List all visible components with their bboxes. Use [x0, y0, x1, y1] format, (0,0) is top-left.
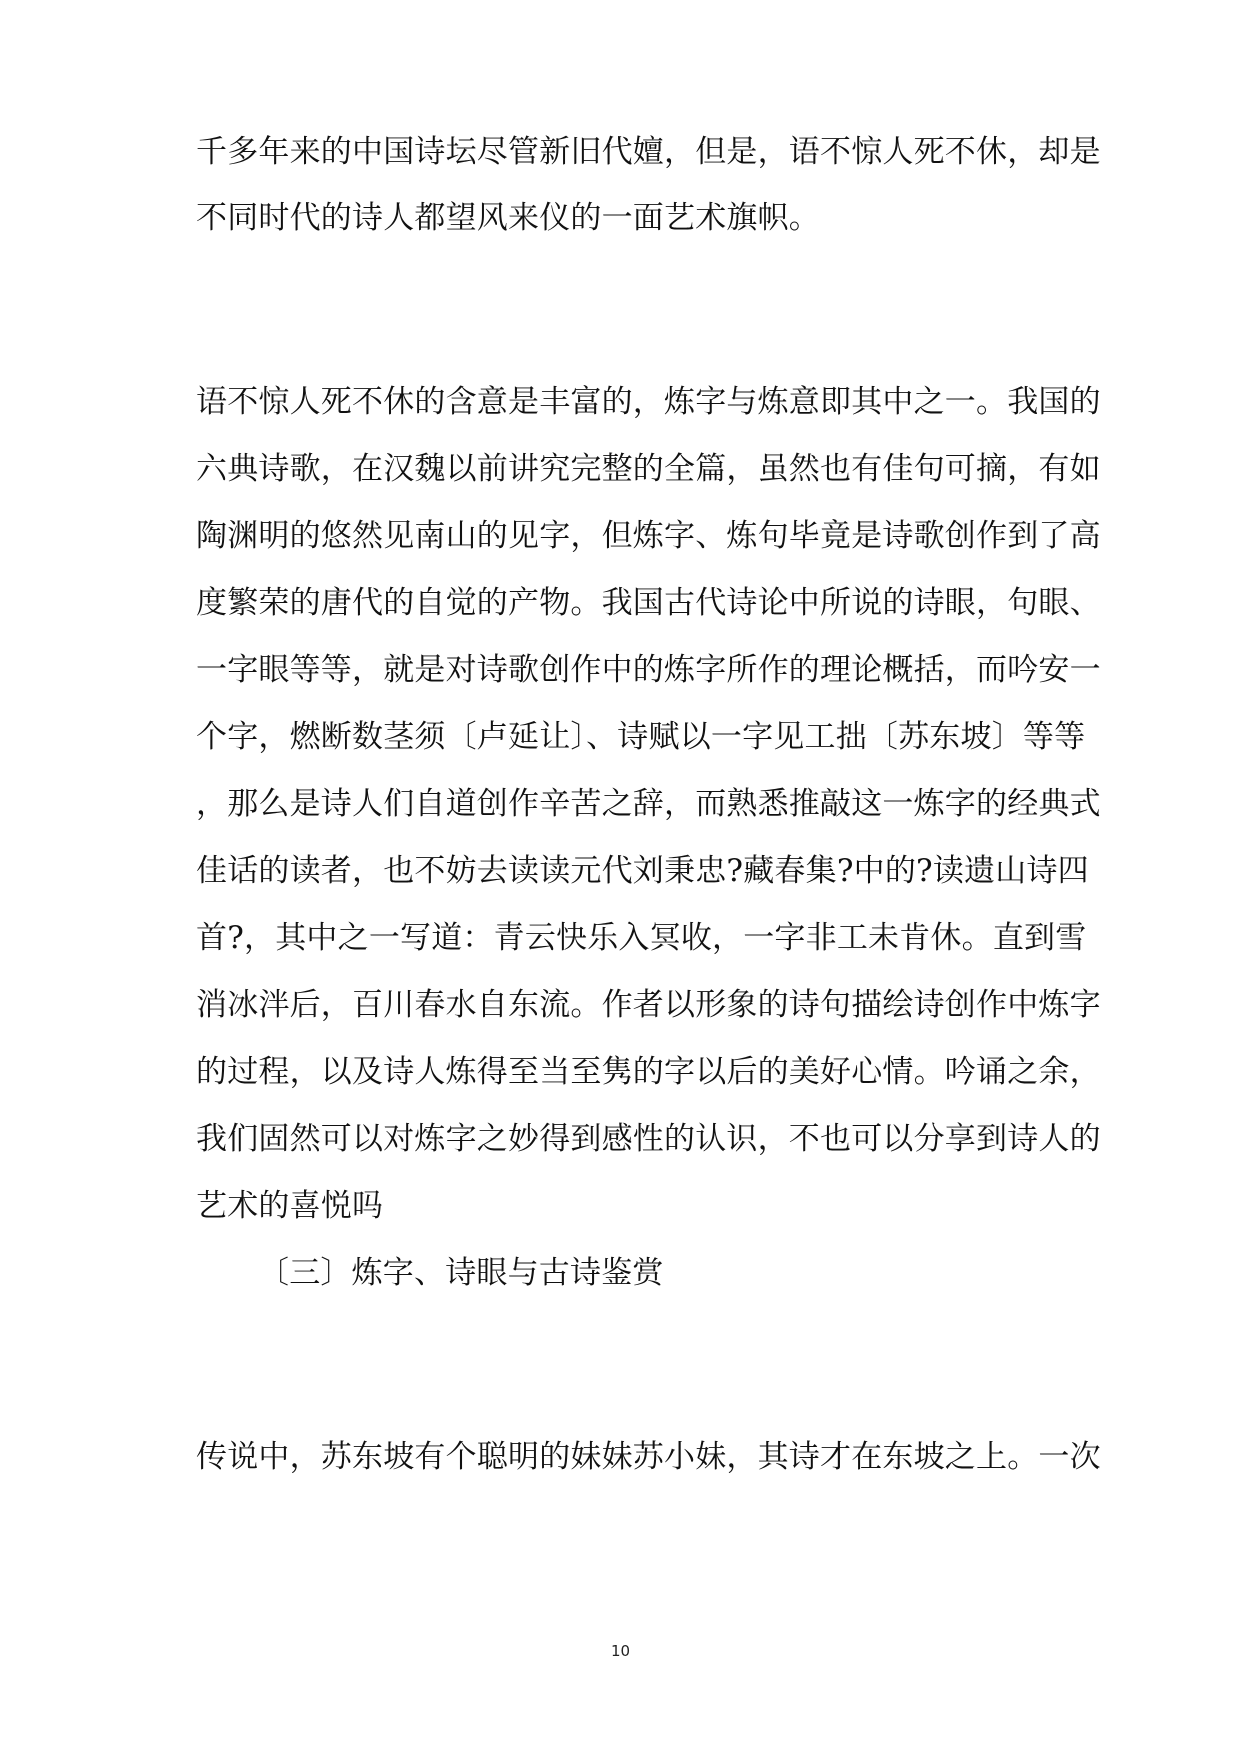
paragraph-2-line-1: 语不惊人死不休的含意是丰富的，炼字与炼意即其中之一。我国的 — [196, 384, 1101, 420]
paragraph-2-line-4: 度繁荣的唐代的自觉的产物。我国古代诗论中所说的诗眼，句眼、 — [196, 585, 1101, 621]
paragraph-2-line-2: 六典诗歌，在汉魏以前讲究完整的全篇，虽然也有佳句可摘，有如 — [196, 451, 1101, 487]
paragraph-2-line-7: ，那么是诗人们自道创作辛苦之辞，而熟悉推敲这一炼字的经典式 — [196, 786, 1101, 822]
paragraph-1-line-2: 不同时代的诗人都望风来仪的一面艺术旗帜。 — [196, 200, 820, 236]
paragraph-2-line-5: 一字眼等等，就是对诗歌创作中的炼字所作的理论概括，而吟安一 — [196, 652, 1101, 688]
paragraph-2-line-3: 陶渊明的悠然见南山的见字，但炼字、炼句毕竟是诗歌创作到了高 — [196, 518, 1101, 554]
paragraph-4-line-1: 传说中，苏东坡有个聪明的妹妹苏小妹，其诗才在东坡之上。一次 — [196, 1439, 1101, 1475]
paragraph-2-line-12: 我们固然可以对炼字之妙得到感性的认识，不也可以分享到诗人的 — [196, 1121, 1101, 1157]
paragraph-2-line-10: 消冰泮后，百川春水自东流。作者以形象的诗句描绘诗创作中炼字 — [196, 987, 1101, 1023]
paragraph-1-line-1: 千多年来的中国诗坛尽管新旧代嬗，但是，语不惊人死不休，却是 — [196, 134, 1101, 170]
paragraph-2-line-11: 的过程，以及诗人炼得至当至隽的字以后的美好心情。吟诵之余， — [196, 1054, 1101, 1090]
paragraph-2-line-9: 首?，其中之一写道：青云快乐入冥收，一字非工未肯休。直到雪 — [196, 920, 1087, 956]
paragraph-2-line-6: 个字，燃断数茎须〔卢延让〕、诗赋以一字见工拙〔苏东坡〕等等 — [196, 719, 1086, 755]
paragraph-2-line-8: 佳话的读者，也不妨去读读元代刘秉忠?藏春集?中的?读遗山诗四 — [196, 853, 1089, 889]
page-number: 10 — [610, 1642, 631, 1660]
section-heading: 〔三〕炼字、诗眼与古诗鉴赏 — [258, 1255, 664, 1291]
paragraph-2-line-13: 艺术的喜悦吗 — [196, 1188, 384, 1224]
